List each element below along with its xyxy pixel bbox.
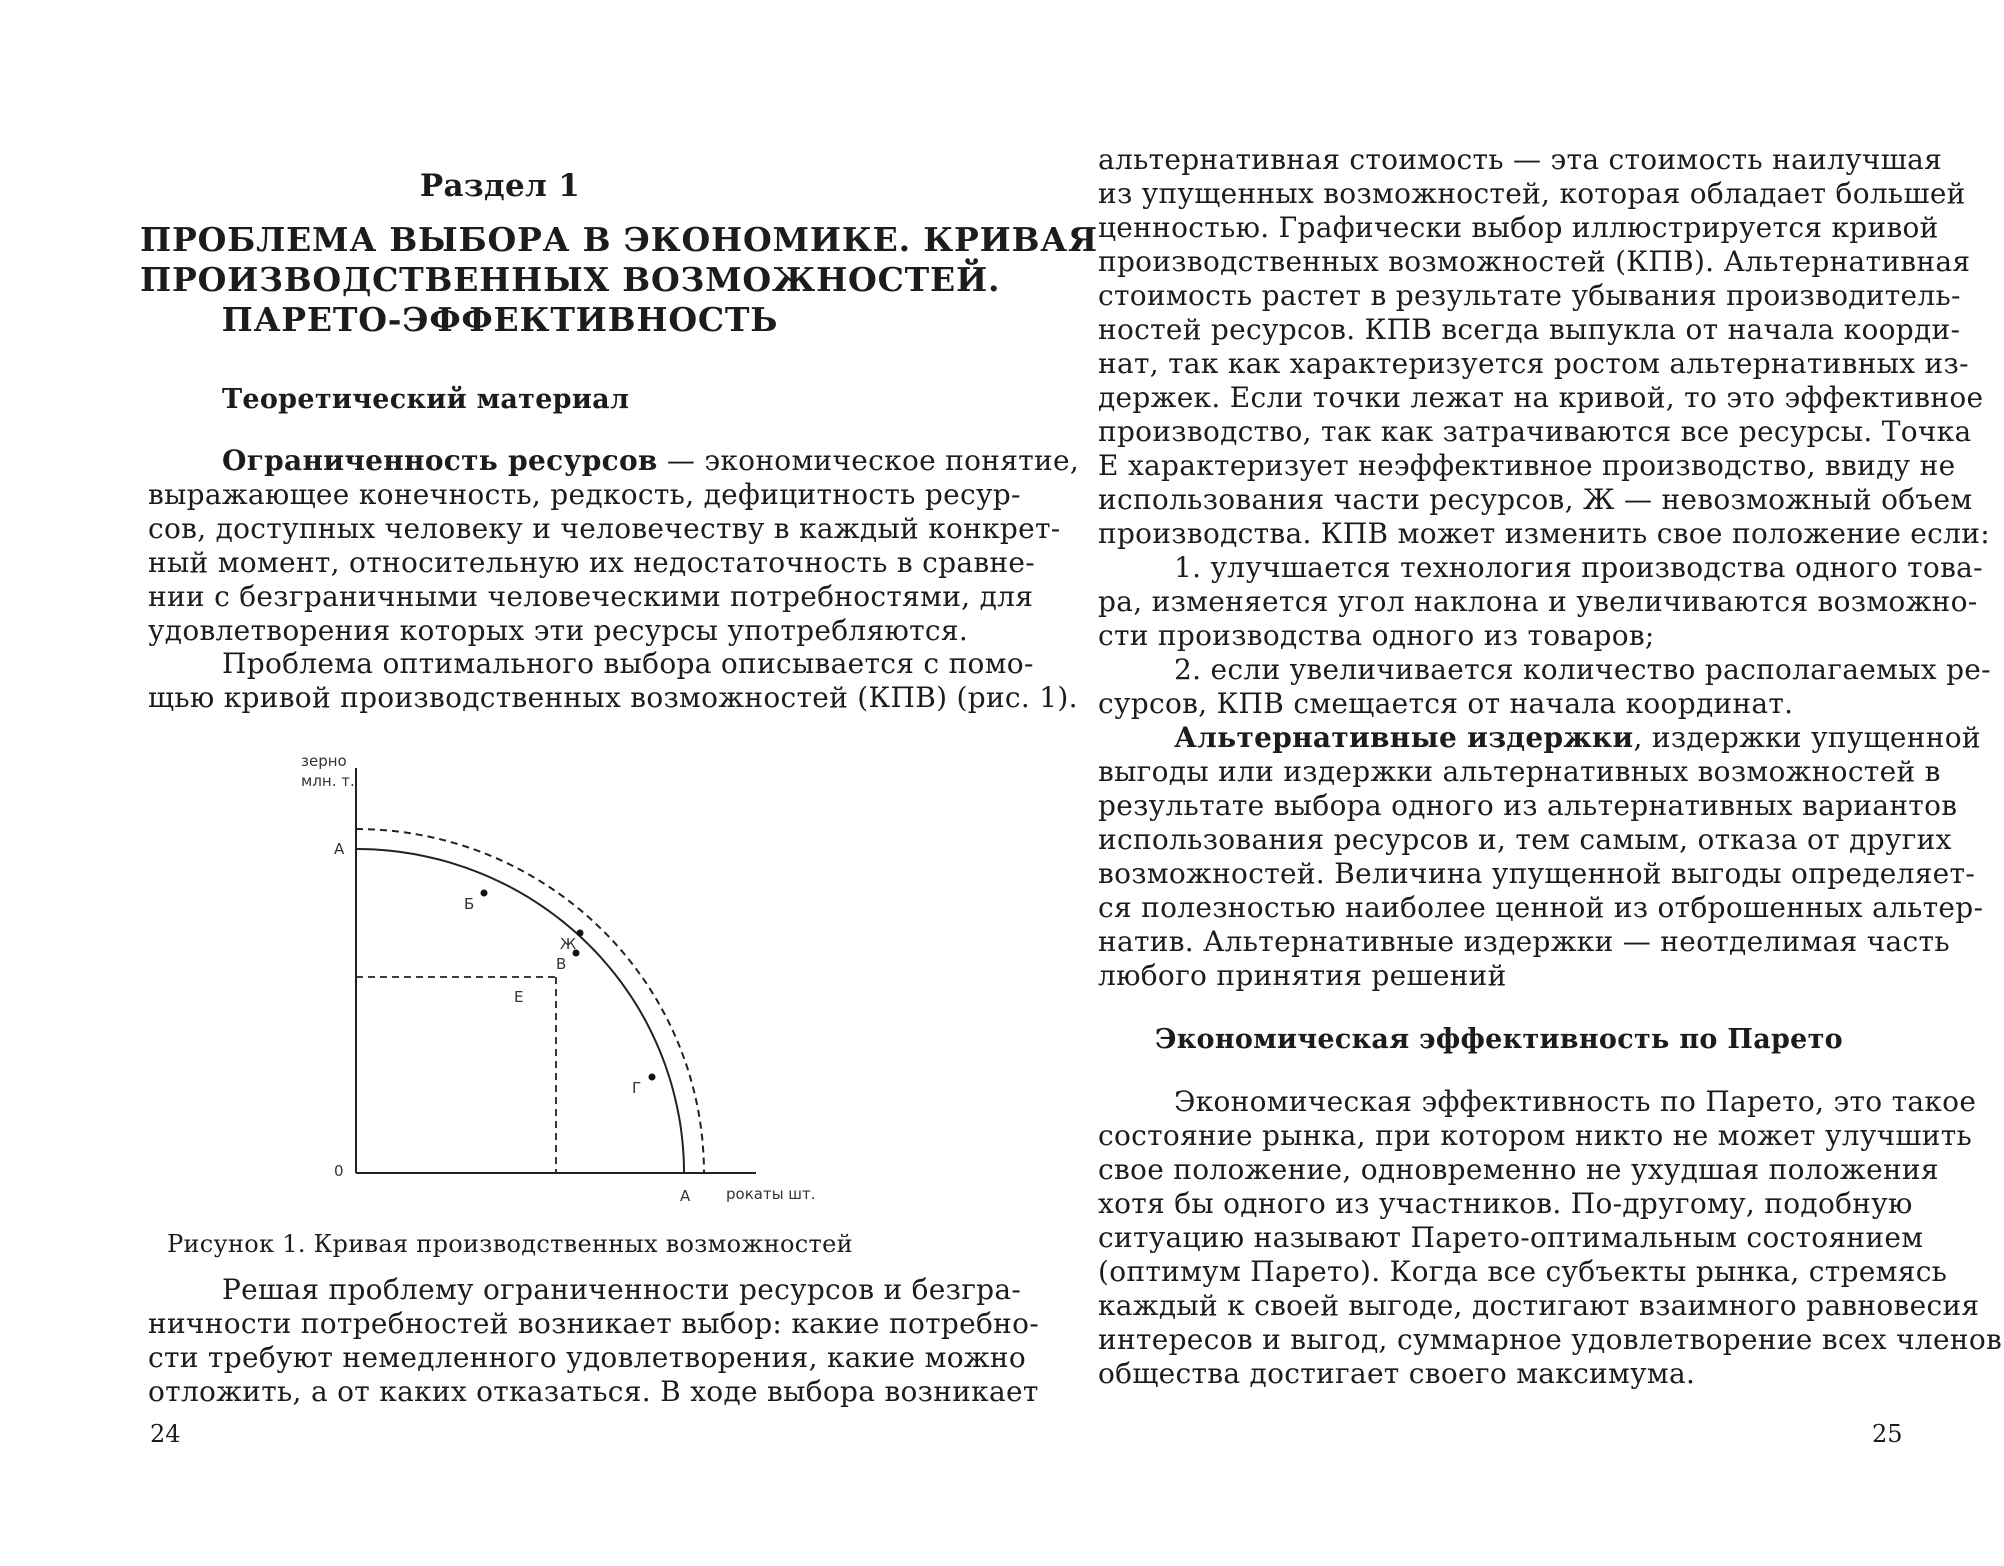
paragraph-line: натив. Альтернативные издержки — неотделимая часть [1098,925,1950,958]
right-page [1002,0,2004,1566]
paragraph-line: альтернативная стоимость — эта стоимость наилучшая [1098,143,1943,176]
paragraph-line: ся полезностью наиболее ценной из отброшенных альтер- [1098,891,1984,924]
ppf-chart [296,738,836,1208]
term-resources: Ограниченность ресурсов [222,444,658,477]
paragraph-line: свое положение, одновременно не ухудшая положения [1098,1153,1939,1186]
paragraph-line: интересов и выгод, суммарное удовлетворение всех членов [1098,1323,2003,1356]
paragraph-line: Экономическая эффективность по Парето, это такое [1174,1085,1977,1118]
point-label: В [556,955,567,973]
ppf-chart-svg [296,738,836,1208]
list-item-line: 1. улучшается технология производства одного това- [1174,551,1983,584]
paragraph-line: производственных возможностей (КПВ). Альтернативная [1098,245,1971,278]
point-label: Е [514,988,524,1006]
list-item-line: сурсов, КПВ смещается от начала координат. [1098,687,1794,720]
list-item-line: 2. если увеличивается количество располагаемых ре- [1174,653,1991,686]
paragraph-line: Е характеризует неэффективное производство, ввиду не [1098,449,1956,482]
paragraph-line: каждый к своей выгоде, достигают взаимного равновесия [1098,1289,1980,1322]
list-item-line: ра, изменяется угол наклона и увеличиваются возможно- [1098,585,1978,618]
paragraph-line: возможностей. Величина упущенной выгоды определяет- [1098,857,1976,890]
figure-caption: Рисунок 1. Кривая производственных возможностей [167,1230,853,1258]
chapter-title-line-2: ПРОИЗВОДСТВЕННЫХ ВОЗМОЖНОСТЕЙ. [140,260,1001,299]
paragraph-line: (оптимум Парето). Когда все субъекты рынка, стремясь [1098,1255,1948,1288]
paragraph-line: нии с безграничными человеческими потребностями, для [148,580,1034,613]
term-opportunity-cost: Альтернативные издержки [1174,721,1634,754]
chapter-title-line-3: ПАРЕТО-ЭФФЕКТИВНОСТЬ [221,300,779,339]
paragraph-line: любого принятия решений [1098,959,1507,992]
paragraph-line: ный момент, относительную их недостаточность в сравне- [148,546,1036,579]
page-number-right: 25 [1872,1420,1903,1448]
paragraph-line: ничности потребностей возникает выбор: какие потребно- [148,1307,1040,1340]
paragraph-line: хотя бы одного из участников. По-другому, подобную [1098,1187,1913,1220]
y-axis-label-line-2: млн. т. [301,772,355,790]
paragraph-line: щью кривой производственных возможностей (КПВ) (рис. 1). [148,681,1078,714]
point-marker [577,930,584,937]
paragraph-line: выгоды или издержки альтернативных возможностей в [1098,755,1941,788]
point-label: Б [464,895,475,913]
paragraph-line: производства. КПВ может изменить свое положение если: [1098,517,1990,550]
paragraph-line: результате выбора одного из альтернативных вариантов [1098,789,1958,822]
paragraph-line: состояние рынка, при котором никто не может улучшить [1098,1119,1973,1152]
y-axis-label-line-1: зерно [301,752,347,770]
paragraph-line: держек. Если точки лежат на кривой, то это эффективное [1098,381,1984,414]
point-marker [481,890,488,897]
point-marker [649,1074,656,1081]
subheading-theory: Теоретический материал [222,384,630,415]
y-intercept-label: А [334,840,345,858]
point-label: Ж [560,935,577,953]
paragraph-line: сти требуют немедленного удовлетворения, какие можно [148,1341,1027,1374]
ppf-curve [356,849,684,1173]
origin-label: 0 [334,1162,344,1180]
ppf-curve-shifted [356,829,704,1173]
paragraph-line: стоимость растет в результате убывания производитель- [1098,279,1961,312]
paragraph-line: из упущенных возможностей, которая обладает большей [1098,177,1966,210]
paragraph-line: сов, доступных человеку и человечеству в каждый конкрет- [148,512,1061,545]
paragraph-line: выражающее конечность, редкость, дефицитность ресур- [148,478,1021,511]
paragraph-line: ситуацию называют Парето-оптимальным состоянием [1098,1221,1924,1254]
paragraph-line: отложить, а от каких отказаться. В ходе выбора возникает [148,1375,1039,1408]
point-label: Г [632,1079,642,1097]
paragraph-line: Альтернативные издержки, издержки упущенной [1174,721,1981,754]
page-number-left: 24 [150,1420,181,1448]
paragraph-line: Решая проблему ограниченности ресурсов и безгра- [222,1273,1022,1306]
paragraph-line: нат, так как характеризуется ростом альтернативных из- [1098,347,1969,380]
paragraph-line: ценностью. Графически выбор иллюстрируется кривой [1098,211,1939,244]
paragraph-line: удовлетворения которых эти ресурсы употребляются. [148,614,969,647]
x-intercept-label: А [680,1187,691,1205]
paragraph-line: производство, так как затрачиваются все ресурсы. Точка [1098,415,1972,448]
subheading-pareto: Экономическая эффективность по Парето [1154,1024,1843,1055]
paragraph-line: общества достигает своего максимума. [1098,1357,1696,1390]
section-label: Раздел 1 [419,168,581,204]
paragraph-line: использования части ресурсов, Ж — невозможный объем [1098,483,1973,516]
x-axis-label: рокаты шт. [726,1185,816,1203]
paragraph-line: ностей ресурсов. КПВ всегда выпукла от начала коорди- [1098,313,1961,346]
list-item-line: сти производства одного из товаров; [1098,619,1655,652]
paragraph-line: использования ресурсов и, тем самым, отказа от других [1098,823,1952,856]
paragraph-line: Проблема оптимального выбора описывается с помо- [222,647,1034,680]
chapter-title-line-1: ПРОБЛЕМА ВЫБОРА В ЭКОНОМИКЕ. КРИВАЯ [140,220,1098,259]
paragraph-line: Ограниченность ресурсов — экономическое понятие, [222,444,1080,477]
